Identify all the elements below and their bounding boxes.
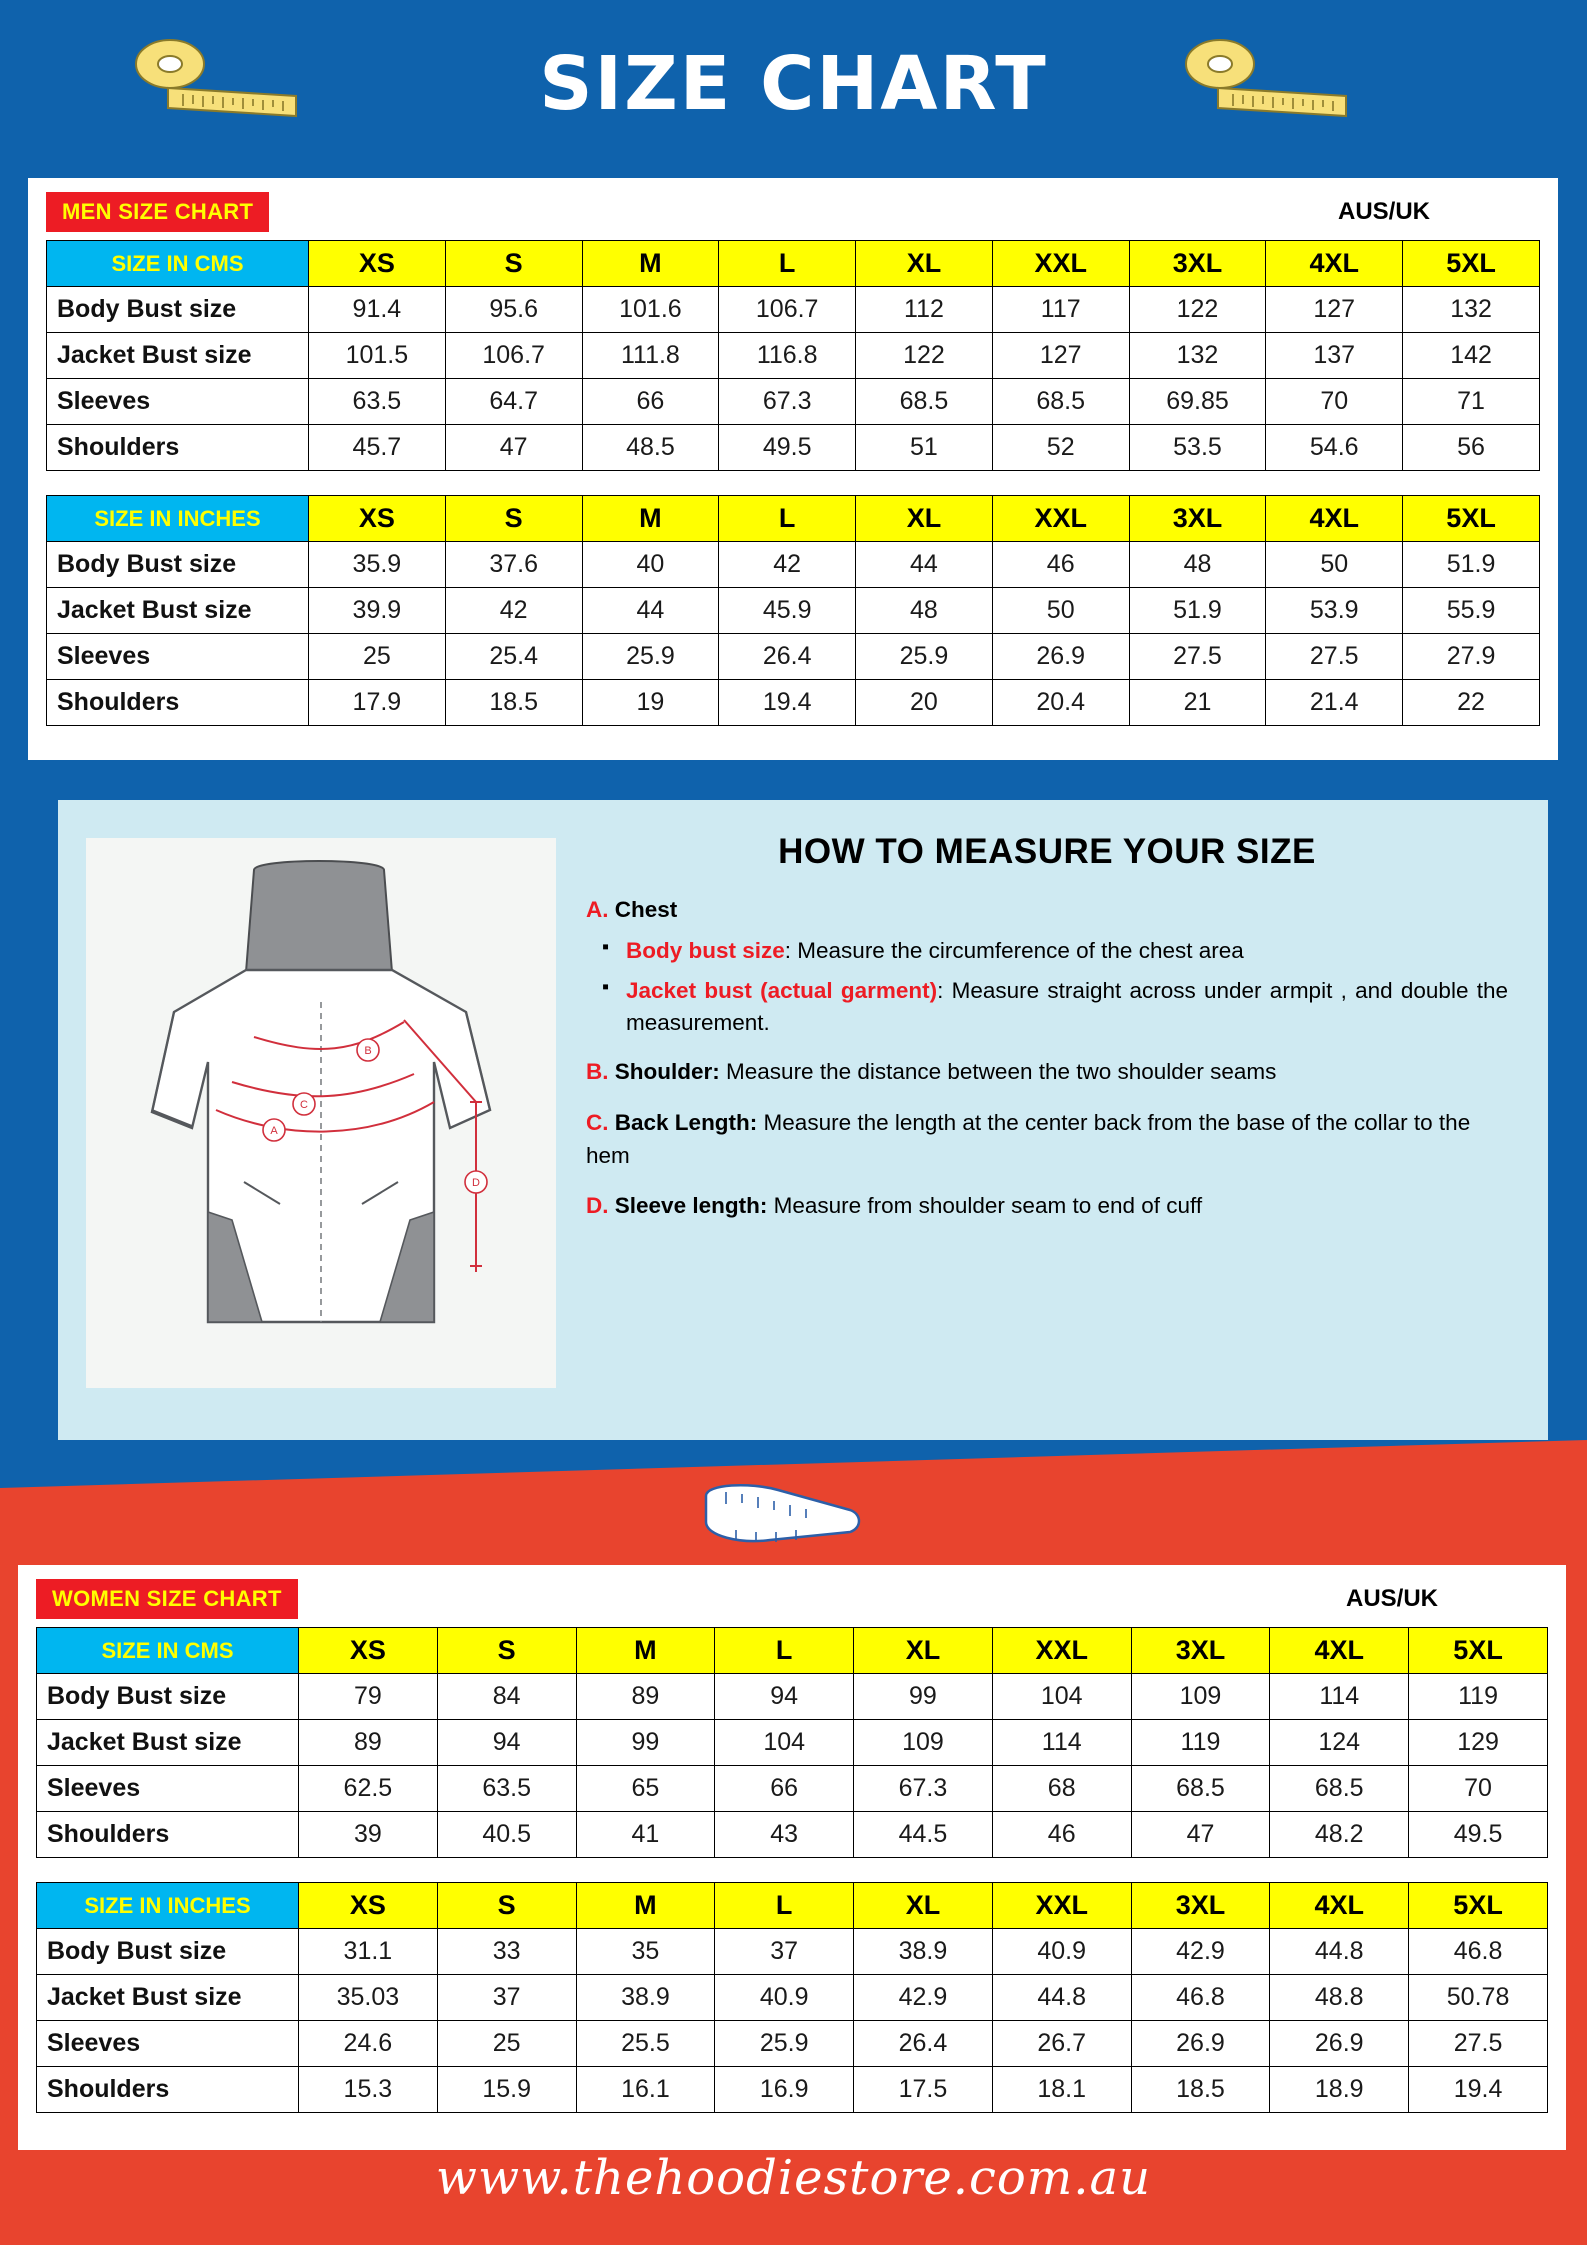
cell: 48.8 [1270, 1975, 1409, 2021]
cell: 40.9 [715, 1975, 854, 2021]
cell: 56 [1403, 425, 1540, 471]
cell: 64.7 [445, 379, 582, 425]
cell: 25 [437, 2021, 576, 2067]
size-col-xs: XS [309, 496, 446, 542]
cell: 27.5 [1409, 2021, 1548, 2067]
cell: 25 [309, 634, 446, 680]
cell: 68.5 [1270, 1766, 1409, 1812]
cell: 137 [1266, 333, 1403, 379]
men-size-table [46, 240, 1540, 726]
cell: 129 [1409, 1720, 1548, 1766]
cell: 35.9 [309, 542, 446, 588]
cell: 38.9 [854, 1929, 993, 1975]
size-col-5xl: 5XL [1403, 496, 1540, 542]
cell: 39.9 [309, 588, 446, 634]
measure-title: HOW TO MEASURE YOUR SIZE [778, 832, 1316, 871]
cell: 71 [1403, 379, 1540, 425]
cell: 132 [1129, 333, 1266, 379]
cell: 48.2 [1270, 1812, 1409, 1858]
row-label: Shoulders [47, 425, 309, 471]
women-cms-unit-label: SIZE IN CMS [37, 1628, 299, 1674]
table-row [37, 1975, 1548, 2021]
size-col-3xl: 3XL [1129, 496, 1266, 542]
size-col-3xl: 3XL [1129, 241, 1266, 287]
measure-item-a [586, 894, 1508, 1038]
size-col-l: L [719, 496, 856, 542]
cell: 94 [437, 1720, 576, 1766]
cell: 51.9 [1129, 588, 1266, 634]
men-inches-unit-label: SIZE IN INCHES [47, 496, 309, 542]
cell: 51 [856, 425, 993, 471]
cell: 47 [445, 425, 582, 471]
size-col-xxl: XXL [992, 241, 1129, 287]
list-item [626, 935, 1508, 967]
svg-text:B: B [364, 1045, 372, 1057]
table-row [37, 2067, 1548, 2113]
cell: 27.5 [1129, 634, 1266, 680]
measure-heading-b: Shoulder: [614, 1059, 720, 1085]
table-row [37, 1720, 1548, 1766]
size-col-5xl: 5XL [1409, 1883, 1548, 1929]
table-header-row [47, 241, 1540, 287]
cell: 48 [856, 588, 993, 634]
size-col-m: M [576, 1883, 715, 1929]
cell: 114 [992, 1720, 1131, 1766]
men-size-chart-panel [28, 178, 1558, 760]
row-label: Jacket Bust size [37, 1720, 299, 1766]
table-row [47, 333, 1540, 379]
row-label: Shoulders [47, 680, 309, 726]
cell: 18.5 [445, 680, 582, 726]
size-col-xl: XL [854, 1883, 993, 1929]
cell: 117 [992, 287, 1129, 333]
measure-item-b [586, 1056, 1508, 1089]
cell: 66 [582, 379, 719, 425]
cell: 15.3 [299, 2067, 438, 2113]
svg-text:C: C [300, 1099, 308, 1111]
table-row [47, 634, 1540, 680]
cell: 19 [582, 680, 719, 726]
women-size-table [36, 1627, 1548, 2113]
cell: 31.1 [299, 1929, 438, 1975]
size-col-m: M [582, 496, 719, 542]
cell: 127 [992, 333, 1129, 379]
table-row [37, 1929, 1548, 1975]
cell: 95.6 [445, 287, 582, 333]
cell: 45.9 [719, 588, 856, 634]
cell: 49.5 [1409, 1812, 1548, 1858]
cell: 25.9 [715, 2021, 854, 2067]
size-col-3xl: 3XL [1131, 1628, 1270, 1674]
cell: 18.5 [1131, 2067, 1270, 2113]
table-spacer [37, 1858, 1548, 1883]
cell: 116.8 [719, 333, 856, 379]
women-size-chart-panel [18, 1565, 1566, 2150]
cell: 41 [576, 1812, 715, 1858]
page-title: SIZE CHART [539, 41, 1048, 127]
cell: 43 [715, 1812, 854, 1858]
cell: 68.5 [856, 379, 993, 425]
cell: 42.9 [854, 1975, 993, 2021]
cell: 47 [1131, 1812, 1270, 1858]
bullet-text: : Measure straight across under armpit , and double the measurement. [626, 977, 1508, 1035]
cell: 40.5 [437, 1812, 576, 1858]
cell: 42 [445, 588, 582, 634]
row-label: Sleeves [37, 1766, 299, 1812]
measure-text-c: Measure the length at the center back from the base of the collar to the hem [586, 1110, 1471, 1168]
cell: 111.8 [582, 333, 719, 379]
row-label: Body Bust size [37, 1674, 299, 1720]
measure-heading-a: Chest [614, 897, 678, 922]
size-col-xl: XL [856, 241, 993, 287]
cell: 24.6 [299, 2021, 438, 2067]
cell: 44 [856, 542, 993, 588]
cell: 25.9 [582, 634, 719, 680]
cell: 44.8 [1270, 1929, 1409, 1975]
cell: 16.1 [576, 2067, 715, 2113]
cell: 46 [992, 542, 1129, 588]
cell: 69.85 [1129, 379, 1266, 425]
size-col-xl: XL [856, 496, 993, 542]
cell: 112 [856, 287, 993, 333]
cell: 63.5 [309, 379, 446, 425]
cell: 67.3 [854, 1766, 993, 1812]
cell: 44 [582, 588, 719, 634]
measuring-tape-icon [1178, 38, 1353, 118]
cell: 99 [576, 1720, 715, 1766]
table-row [37, 1812, 1548, 1858]
cell: 21 [1129, 680, 1266, 726]
svg-text:D: D [472, 1177, 480, 1189]
size-col-xs: XS [309, 241, 446, 287]
size-col-4xl: 4XL [1270, 1628, 1409, 1674]
cell: 106.7 [445, 333, 582, 379]
table-row [37, 1674, 1548, 1720]
cell: 37 [437, 1975, 576, 2021]
measure-heading-c: Back Length: [614, 1110, 758, 1136]
cell: 27.9 [1403, 634, 1540, 680]
how-to-measure-section [58, 800, 1548, 1440]
cell: 22 [1403, 680, 1540, 726]
cell: 89 [576, 1674, 715, 1720]
cell: 18.9 [1270, 2067, 1409, 2113]
cell: 94 [715, 1674, 854, 1720]
row-label: Jacket Bust size [47, 588, 309, 634]
cell: 26.7 [992, 2021, 1131, 2067]
cell: 25.9 [856, 634, 993, 680]
row-label: Shoulders [37, 2067, 299, 2113]
size-col-5xl: 5XL [1403, 241, 1540, 287]
cell: 132 [1403, 287, 1540, 333]
table-row [47, 425, 1540, 471]
measure-heading-d: Sleeve length: [614, 1193, 768, 1219]
cell: 26.9 [1131, 2021, 1270, 2067]
size-col-l: L [715, 1883, 854, 1929]
size-col-4xl: 4XL [1266, 241, 1403, 287]
cell: 25.4 [445, 634, 582, 680]
measure-letter-b: B. [586, 1059, 609, 1085]
bullet-text: : Measure the circumference of the chest area [784, 937, 1244, 963]
size-col-3xl: 3XL [1131, 1883, 1270, 1929]
cell: 52 [992, 425, 1129, 471]
men-cms-unit-label: SIZE IN CMS [47, 241, 309, 287]
cell: 37.6 [445, 542, 582, 588]
table-spacer [47, 471, 1540, 496]
size-col-m: M [582, 241, 719, 287]
bullet-term: Body bust size [626, 937, 785, 963]
men-panel-header [46, 192, 1540, 232]
cell: 33 [437, 1929, 576, 1975]
size-col-l: L [719, 241, 856, 287]
size-col-s: S [437, 1628, 576, 1674]
cell: 67.3 [719, 379, 856, 425]
size-col-s: S [445, 496, 582, 542]
cell: 122 [856, 333, 993, 379]
cell: 101.5 [309, 333, 446, 379]
cell: 53.5 [1129, 425, 1266, 471]
measure-text-b: Measure the distance between the two shoulder seams [726, 1059, 1277, 1085]
cell: 106.7 [719, 287, 856, 333]
table-row [37, 2021, 1548, 2067]
cell: 17.9 [309, 680, 446, 726]
cell: 20 [856, 680, 993, 726]
cell: 18.1 [992, 2067, 1131, 2113]
cell: 101.6 [582, 287, 719, 333]
cell: 51.9 [1403, 542, 1540, 588]
row-label: Sleeves [47, 379, 309, 425]
cell: 27.5 [1266, 634, 1403, 680]
cell: 91.4 [309, 287, 446, 333]
cell: 114 [1270, 1674, 1409, 1720]
measure-item-d [586, 1190, 1508, 1223]
cell: 53.9 [1266, 588, 1403, 634]
cell: 66 [715, 1766, 854, 1812]
cell: 122 [1129, 287, 1266, 333]
table-row [47, 542, 1540, 588]
cell: 48.5 [582, 425, 719, 471]
cell: 84 [437, 1674, 576, 1720]
size-col-xs: XS [299, 1628, 438, 1674]
cell: 20.4 [992, 680, 1129, 726]
cell: 109 [854, 1720, 993, 1766]
cell: 17.5 [854, 2067, 993, 2113]
size-col-xl: XL [854, 1628, 993, 1674]
cell: 37 [715, 1929, 854, 1975]
cell: 38.9 [576, 1975, 715, 2021]
cell: 46 [992, 1812, 1131, 1858]
cell: 26.9 [1270, 2021, 1409, 2067]
row-label: Jacket Bust size [47, 333, 309, 379]
table-header-row [37, 1628, 1548, 1674]
cell: 44.5 [854, 1812, 993, 1858]
table-row [47, 680, 1540, 726]
cell: 48 [1129, 542, 1266, 588]
men-region-label: AUS/UK [1337, 198, 1430, 225]
measure-text-d: Measure from shoulder seam to end of cuff [773, 1193, 1203, 1219]
cell: 63.5 [437, 1766, 576, 1812]
cell: 68 [992, 1766, 1131, 1812]
cell: 99 [854, 1674, 993, 1720]
size-col-m: M [576, 1628, 715, 1674]
size-col-4xl: 4XL [1270, 1883, 1409, 1929]
size-col-s: S [437, 1883, 576, 1929]
footer-website-url[interactable]: www.thehoodiestore.com.au [435, 2150, 1152, 2206]
cell: 89 [299, 1720, 438, 1766]
women-chart-label: WOMEN SIZE CHART [36, 1579, 298, 1619]
cell: 26.9 [992, 634, 1129, 680]
measure-item-c [586, 1107, 1508, 1172]
cell: 70 [1409, 1766, 1548, 1812]
cell: 46.8 [1409, 1929, 1548, 1975]
size-col-xs: XS [299, 1883, 438, 1929]
size-col-xxl: XXL [992, 496, 1129, 542]
table-row [47, 379, 1540, 425]
row-label: Sleeves [37, 2021, 299, 2067]
cell: 45.7 [309, 425, 446, 471]
row-label: Shoulders [37, 1812, 299, 1858]
cell: 68.5 [992, 379, 1129, 425]
cell: 70 [1266, 379, 1403, 425]
list-item [626, 975, 1508, 1039]
cell: 54.6 [1266, 425, 1403, 471]
cell: 127 [1266, 287, 1403, 333]
cell: 55.9 [1403, 588, 1540, 634]
size-col-5xl: 5XL [1409, 1628, 1548, 1674]
table-row [47, 287, 1540, 333]
cell: 44.8 [992, 1975, 1131, 2021]
women-panel-header [36, 1579, 1548, 1619]
cell: 42.9 [1131, 1929, 1270, 1975]
cell: 15.9 [437, 2067, 576, 2113]
cell: 40 [582, 542, 719, 588]
cell: 35 [576, 1929, 715, 1975]
row-label: Body Bust size [47, 287, 309, 333]
cell: 21.4 [1266, 680, 1403, 726]
cell: 62.5 [299, 1766, 438, 1812]
size-col-4xl: 4XL [1266, 496, 1403, 542]
cell: 42 [719, 542, 856, 588]
cell: 79 [299, 1674, 438, 1720]
cell: 35.03 [299, 1975, 438, 2021]
measure-bullets-a [586, 935, 1508, 1039]
cell: 142 [1403, 333, 1540, 379]
men-chart-label: MEN SIZE CHART [46, 192, 269, 232]
jacket-diagram [86, 838, 556, 1388]
svg-text:A: A [270, 1125, 278, 1137]
women-inches-unit-label: SIZE IN INCHES [37, 1883, 299, 1929]
row-label: Jacket Bust size [37, 1975, 299, 2021]
measure-letter-c: C. [586, 1110, 609, 1136]
cell: 40.9 [992, 1929, 1131, 1975]
size-col-xxl: XXL [992, 1628, 1131, 1674]
cell: 39 [299, 1812, 438, 1858]
measure-letter-d: D. [586, 1193, 609, 1219]
cell: 19.4 [1409, 2067, 1548, 2113]
cell: 68.5 [1131, 1766, 1270, 1812]
size-col-xxl: XXL [992, 1883, 1131, 1929]
cell: 25.5 [576, 2021, 715, 2067]
cell: 16.9 [715, 2067, 854, 2113]
cell: 46.8 [1131, 1975, 1270, 2021]
cell: 50.78 [1409, 1975, 1548, 2021]
bullet-term: Jacket bust (actual garment) [626, 977, 938, 1003]
cell: 50 [1266, 542, 1403, 588]
measure-letter-a: A. [586, 897, 609, 922]
cell: 26.4 [719, 634, 856, 680]
row-label: Body Bust size [47, 542, 309, 588]
measuring-tape-icon [128, 38, 303, 118]
table-row [47, 588, 1540, 634]
cell: 119 [1131, 1720, 1270, 1766]
table-row [37, 1766, 1548, 1812]
cell: 65 [576, 1766, 715, 1812]
row-label: Body Bust size [37, 1929, 299, 1975]
cell: 104 [992, 1674, 1131, 1720]
cell: 49.5 [719, 425, 856, 471]
size-col-l: L [715, 1628, 854, 1674]
table-header-row [37, 1883, 1548, 1929]
page-header [0, 0, 1587, 168]
measure-instructions [556, 800, 1548, 1440]
size-col-s: S [445, 241, 582, 287]
cell: 109 [1131, 1674, 1270, 1720]
cell: 124 [1270, 1720, 1409, 1766]
table-header-row [47, 496, 1540, 542]
cell: 104 [715, 1720, 854, 1766]
cell: 119 [1409, 1674, 1548, 1720]
cell: 19.4 [719, 680, 856, 726]
hoodie-jacket-diagram-icon [104, 852, 534, 1372]
women-region-label: AUS/UK [1345, 1585, 1438, 1612]
cell: 26.4 [854, 2021, 993, 2067]
row-label: Sleeves [47, 634, 309, 680]
cell: 50 [992, 588, 1129, 634]
measuring-tape-icon [700, 1478, 870, 1548]
